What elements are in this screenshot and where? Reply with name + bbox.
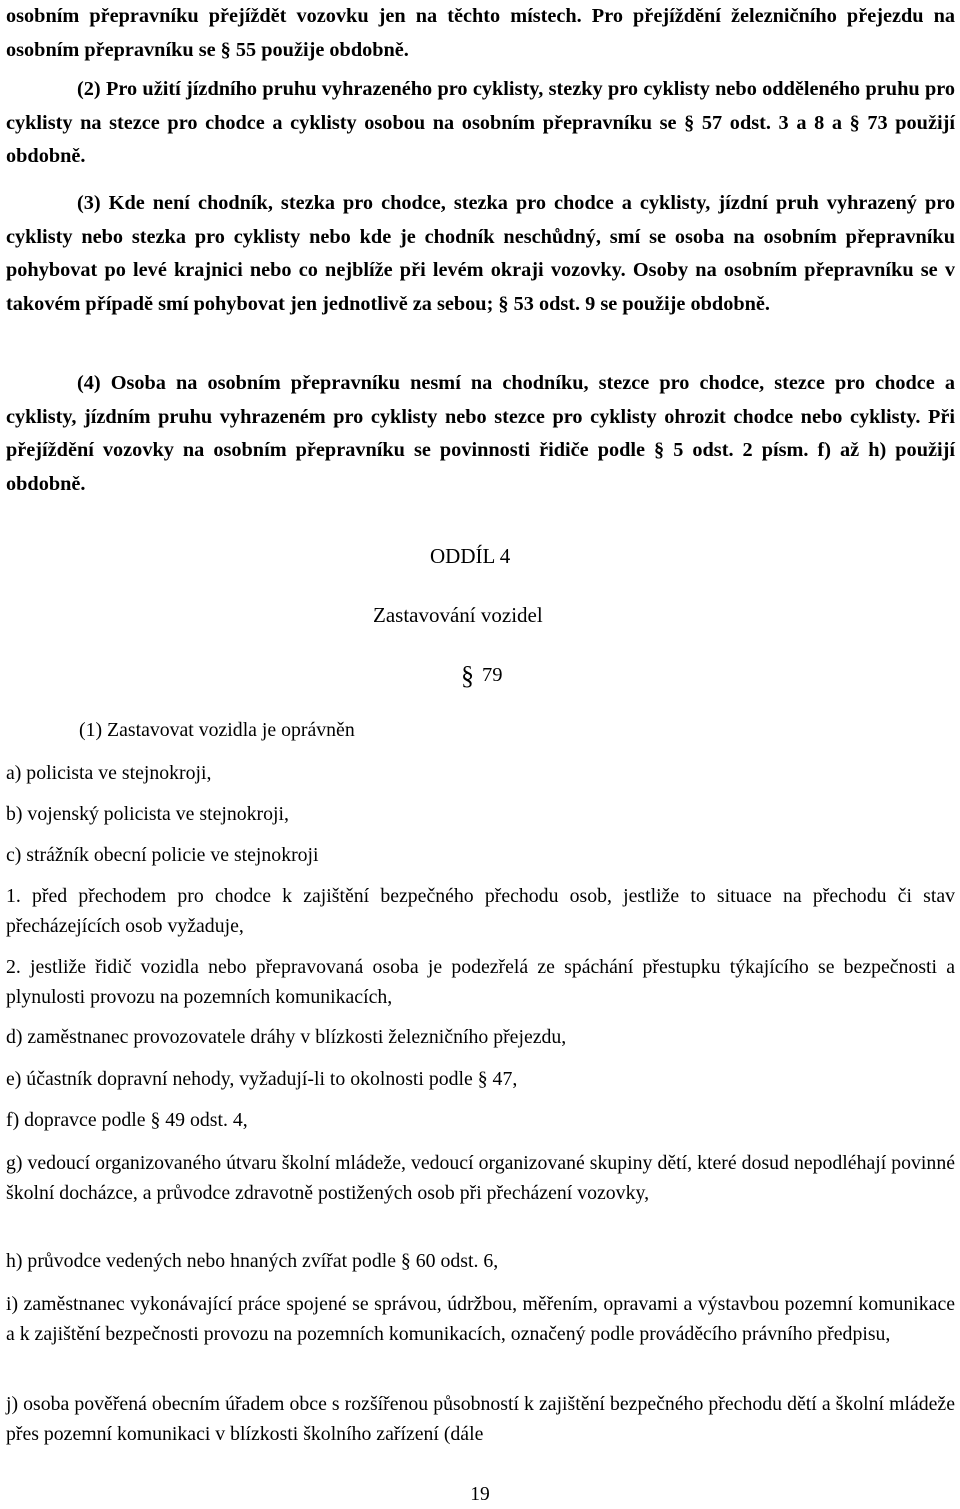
section-title: Zastavování vozidel xyxy=(373,603,543,627)
list-item-a: a) policista ve stejnokroji, xyxy=(6,762,212,784)
paragraph-number xyxy=(461,658,503,688)
list-item-f: f) dopravce podle § 49 odst. 4, xyxy=(6,1109,248,1131)
section-heading: ODDÍL 4 xyxy=(430,544,511,568)
list-item-c: c) strážník obecní policie ve stejnokroji xyxy=(6,844,319,866)
list-item-d: d) zaměstnanec provozovatele dráhy v blízkosti železničního přejezdu, xyxy=(6,1026,567,1048)
intro-line: (1) Zastavovat vozidla je oprávněn xyxy=(79,719,355,741)
page-number: 19 xyxy=(470,1484,490,1505)
list-item-j: j) osoba pověřená obecním úřadem obce s rozšířenou působností k zajištění bezpečného přechodu dětí a školní mládeže přes pozemní komunikaci v blízkosti školního zařízení (dále xyxy=(6,1393,955,1445)
list-item-i: i) zaměstnanec vykonávající práce spojené se správou, údržbou, měřením, opravami a výstavbou pozemní komunikace a k zajištění bezpečnosti provozu na pozemních komunikacích, označený podle prováděcího právního předpisu, xyxy=(6,1293,955,1345)
list-item-1: 1. před přechodem pro chodce k zajištění bezpečného přechodu osob, jestliže to situace na přechodu či stav přecházejících osob vyžaduje, xyxy=(6,885,955,937)
list-item-g: g) vedoucí organizovaného útvaru školní mládeže, vedoucí organizované skupiny dětí, které dosud nepodléhají povinné školní docházce, a průvodce zdravotně postižených osob při přecházení vozovky, xyxy=(6,1152,955,1204)
paragraph-2: (2) Pro užití jízdního pruhu vyhrazeného pro cyklisty, stezky pro cyklisty nebo odděleného pruhu pro cyklisty na stezce pro chodce a cyklisty osobou na osobním přepravníku se § 57 odst. 3 a 8 a § 73 použijí obdobně. xyxy=(6,78,955,167)
list-item-b: b) vojenský policista ve stejnokroji, xyxy=(6,803,289,825)
list-item-h: h) průvodce vedených nebo hnaných zvířat podle § 60 odst. 6, xyxy=(6,1250,499,1272)
list-item-e: e) účastník dopravní nehody, vyžadují-li to okolnosti podle § 47, xyxy=(6,1068,518,1090)
paragraph-3: (3) Kde není chodník, stezka pro chodce, stezka pro chodce a cyklisty, jízdní pruh vyhrazený pro cyklisty nebo stezka pro cyklisty nebo kde je chodník neschůdný, smí se osoba na osobním přepravníku pohybovat po levé krajnici nebo co nejblíže při levém okraji vozovky. Osoby na osobním přepravníku se v takovém případě smí pohybovat jen jednotlivě za sebou; § 53 odst. 9 se použije obdobně. xyxy=(6,192,955,315)
paragraph-symbol: § xyxy=(461,661,474,690)
list-item-2: 2. jestliže řidič vozidla nebo přepravovaná osoba je podezřelá ze spáchání přestupku týkajícího se bezpečnosti a plynulosti provozu na pozemních komunikacích, xyxy=(6,956,955,1008)
paragraph-continuation: osobním přepravníku přejíždět vozovku jen na těchto místech. Pro přejíždění železničního přejezdu na osobním přepravníku se § 55 použije obdobně. xyxy=(6,5,955,61)
paragraph-4: (4) Osoba na osobním přepravníku nesmí na chodníku, stezce pro chodce, stezce pro chodce a cyklisty, jízdním pruhu vyhrazeném pro cyklisty nebo stezce pro cyklisty ohrozit chodce nebo cyklisty. Při přejíždění vozovky na osobním přepravníku se povinnosti řidiče podle § 5 odst. 2 písm. f) až h) použijí obdobně. xyxy=(6,372,955,495)
paragraph-number-value: 79 xyxy=(482,664,503,686)
